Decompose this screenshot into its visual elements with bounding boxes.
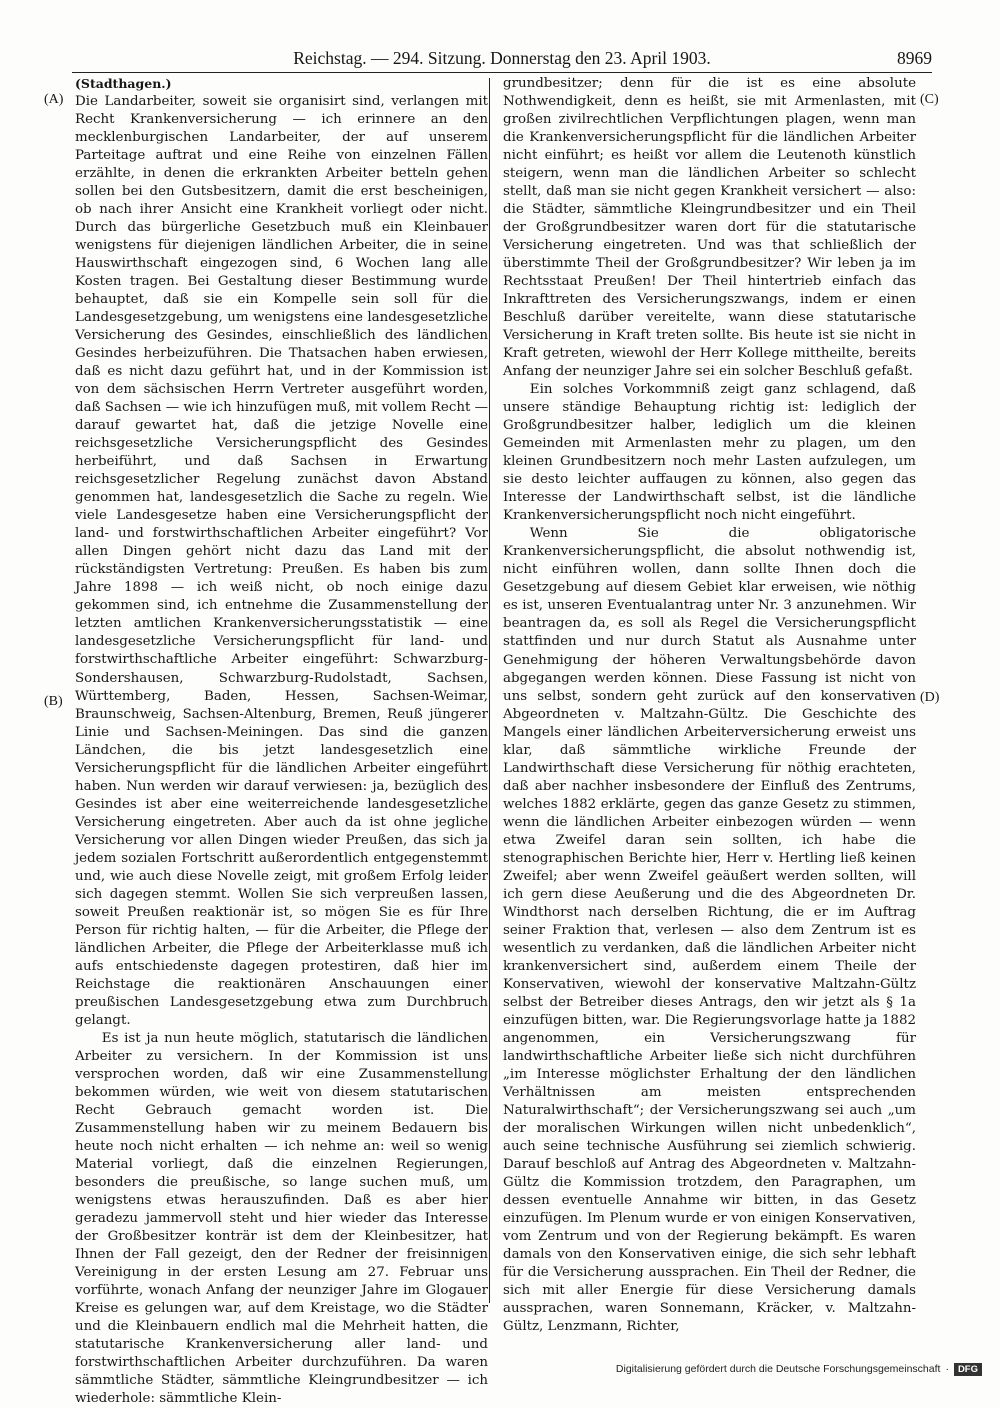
page-number: 8969 [897, 48, 932, 68]
column-divider [489, 78, 490, 1303]
margin-marker-a: (A) [44, 92, 64, 107]
paragraph: Wenn Sie die obligatorische Krankenversicherungspflicht, die absolut nothwendig ist, nicht einführen wollen, dann sollte Ihnen doch die Gesetzgebung auf diesem Gebiet klar erweisen, wie nöthig es ist, unseren Eventualantrag unter Nr. 3 anzunehmen. Wir beantragen da, es soll als Regel die Versicherungspflicht stattfinden und nur durch Statut als Ausnahme unter Genehmigung der höheren Verwaltungsbehörde davon abgegangen werden können. Diese Fassung ist nicht von uns selbst, sondern geht zurück auf den konservativen Abgeordneten v. Maltzahn-Gültz. Die Geschichte des Mangels einer ländlichen Arbeiterversicherung erweist uns klar, daß sämmtliche wirkliche Freunde der Landwirthschaft diese Versicherung für nöthig erachteten, daß aber nachher insbesondere der Einfluß des Zentrums, welches 1882 erklärte, gegen das ganze Gesetz zu stimmen, wenn die ländlichen Arbeiter einbezogen würden — wenn etwa Zweifel daran sein sollten, ich habe die stenographischen Berichte hier, Herr v. Hertling ließ keinen Zweifel; aber wenn Zweifel geäußert werden sollten, will ich gern diese Aeußerung und die des Abgeordneten Dr. Windthorst nach derselben Richtung, die er im Auftrag seiner Fraktion that, verlesen — also dem Zentrum ist es wesentlich zu verdanken, daß die ländlichen Arbeiter nicht krankenversichert sind, außerdem einem Theile der Konservativen, wiewohl der konservative Maltzahn-Gültz selbst der Betreiber dieses Antrags, den wir jetzt als § 1a einzufügen bitten, war. Die Regierungsvorlage hatte ja 1882 angenommen, ein Versicherungszwang für landwirthschaftliche Arbeiter ließe sich nicht durchführen „im Interesse möglichster Erhaltung der den ländlichen Verhältnissen am meisten entsprechenden Naturalwirthschaft“; der Versicherungszwang sei auch „um der moralischen Wirkungen willen nicht unbedenklich“, auch seine technische Ausführung sei ziemlich schwierig. Darauf beschloß auf Antrag des Abgeordneten v. Maltzahn-Gültz die Kommission trotzdem, den Paragraphen, um dessen eventuelle Annahme wir bitten, in das Gesetz einzufügen. Im Plenum wurde er von einigen Konservativen, vom Zentrum und von der Regierung bekämpft. Es waren damals von den Konservativen einige, die sich sehr lebhaft für die Versicherung aussprachen. Ein Theil der Redner, die sich mit aller Energie für diese Versicherung damals aussprachen, waren Sonnemann, Kräcker, v. Maltzahn-Gültz, Lenzmann, Richter, [503, 526, 916, 1335]
left-column [75, 75, 488, 1407]
margin-marker-c: (C) [920, 92, 939, 107]
footer-credit: Digitalisierung gefördert durch die Deutsche Forschungsgemeinschaft [615, 1363, 941, 1375]
margin-marker-d: (D) [920, 690, 940, 705]
dfg-logo-icon: DFG [954, 1363, 982, 1376]
speaker-name: (Stadthagen.) [75, 76, 172, 91]
paragraph: Die Landarbeiter, soweit sie organisirt sind, verlangen mit Recht Krankenversicherung — ich erinnere an den mecklenburgischen Landarbeiter, der auf unserem Parteitage auftrat und eine Reihe von einzelnen Fällen erzählte, in denen die erkrankten Arbeiter betteln gehen sollen bei den Gutsbesitzern, damit die erst bescheinigen, ob nach ihrer Ansicht eine Krankheit vorliegt oder nicht. Durch das bürgerliche Gesetzbuch muß ein Kleinbauer wenigstens für diejenigen ländlichen Arbeiter, die in seine Hauswirthschaft eingezogen sind, 6 Wochen lang alle Kosten tragen. Bei Gestaltung dieser Bestimmung wurde behauptet, daß sie ein Kompelle sein soll für die Landesgesetzgebung, um wenigstens eine landesgesetzliche Versicherung des Gesindes, einschließlich des ländlichen Gesindes herbeizuführen. Die Thatsachen haben erwiesen, daß es nicht dazu geführt hat, und in der Kommission ist von dem sächsischen Herrn Vertreter ausgeführt worden, daß Sachsen — wie ich hinzufügen muß, mit vollem Recht — darauf gewartet hat, daß die jetzige Novelle eine reichsgesetzliche Versicherungspflicht des Gesindes herbeiführt, und daß Sachsen in Erwartung reichsgesetzlicher Regelung zunächst davon Abstand genommen hat, landesgesetzlich die Sache zu regeln. Wie viele Landesgesetze haben eine Versicherungspflicht der land- und forstwirthschaftlichen Arbeiter eingeführt? Vor allen Dingen gehört nicht dazu das Land mit der rückständigsten Vertretung: Preußen. Es haben bis zum Jahre 1898 — ich weiß nicht, ob noch einige dazu gekommen sind, ich entnehme die Zusammenstellung der letzten amtlichen Krankenversicherungsstatistik — eine landesgesetzliche Versicherungspflicht für land- und forstwirthschaftliche Arbeiter eingeführt: Schwarzburg-Sondershausen, Schwarzburg-Rudolstadt, Sachsen, Württemberg, Baden, Hessen, Sachsen-Weimar, Braunschweig, Sachsen-Altenburg, Bremen, Reuß jüngerer Linie und Sachsen-Meiningen. Das sind die ganzen Ländchen, die bis jetzt landesgesetzlich eine Versicherungspflicht für die ländlichen Arbeiter eingeführt haben. Nun werden wir darauf verwiesen: ja, bezüglich des Gesindes ist aber eine weiterreichende landesgesetzliche Versicherung eingetreten. Aber auch da ist ohne jegliche Versicherung vor allen Dingen wieder Preußen, das sich ja jedem sozialen Fortschritt außerordentlich entgegenstemmt und, wie auch diese Novelle zeigt, mit großem Erfolg leider sich dagegen stemmt. Wollen Sie sich verpreußen lassen, soweit Preußen reaktionär ist, so mögen Sie es für Ihre Person für richtig halten, — für die Arbeiter, die Pflege der ländlichen Arbeiter, die Pflege der Arbeiterklasse muß ich aufs entschiedenste dagegen protestiren, daß hier im Reichstage die reaktionären Anschauungen einer preußischen Landesgesetzgebung etwa zum Durchbruch gelangt. [75, 94, 488, 1028]
paragraph: grundbesitzer; denn für die ist es eine absolute Nothwendigkeit, denn es heißt, sie mit Armenlasten, mit großen zivilrechtlichen Verpflichtungen plagen, wenn man die Krankenversicherungspflicht für die ländlichen Arbeiter nicht einführt; es heißt vor allem die Leutenoth künstlich steigern, wenn man die ländlichen Arbeiter so schlecht stellt, daß man sie nicht gegen Krankheit versichert — also: die Städter, sämmtliche Kleingrundbesitzer und ein Theil der Großgrundbesitzer waren dort für die statutarische Versicherung eingetreten. Und was that schließlich der überstimmte Theil der Großgrundbesitzer? Wir leben ja im Rechtsstaat Preußen! Der Theil hintertrieb einfach das Inkrafttreten des Versicherungszwangs, indem er einen Beschluß darüber vereitelte, wann diese statutarische Versicherung in Kraft treten sollte. Bis heute ist sie nicht in Kraft getreten, wiewohl der Herr Kollege mittheilte, bereits Anfang der neunziger Jahre sei ein solcher Beschluß gefaßt. [503, 76, 916, 380]
right-column [503, 75, 916, 1335]
paragraph: Es ist ja nun heute möglich, statutarisch die ländlichen Arbeiter zu versichern. In der Kommission ist uns versprochen worden, daß wir eine Zusammenstellung bekommen würden, wie weit von diesem statutarischen Recht Gebrauch gemacht worden ist. Die Zusammenstellung haben wir zu meinem Bedauern bis heute noch nicht erhalten — ich nehme an: weil so wenig Material vorliegt, daß die einzelnen Regierungen, besonders die preußische, so lange suchen muß, um wenigstens etwas herauszufinden. Daß es aber hier geradezu jammervoll steht und hier wieder das Interesse der Großbesitzer konträr ist dem der Kleinbesitzer, hat Ihnen der Fall gezeigt, den der Redner der freisinnigen Vereinigung in der ersten Lesung am 27. Februar uns vorführte, wonach Anfang der neunziger Jahre im Glogauer Kreise es gelungen war, auf dem Kreistage, wo die Städter und die Kleinbauern endlich mal die Mehrheit hatten, die statutarische Krankenversicherung aller land- und forstwirthschaftlichen Arbeiter durchzuführen. Da waren sämmtliche Städter, sämmtliche Kleingrundbesitzer — ich wiederhole: sämmtliche Klein- [75, 1030, 488, 1407]
footer: Digitalisierung gefördert durch die Deutsche Forschungsgemeinschaft · DFG [616, 1361, 982, 1377]
page-header [72, 44, 932, 72]
header-rule [72, 72, 932, 73]
paragraph: Ein solches Vorkommniß zeigt ganz schlagend, daß unsere ständige Behauptung richtig ist: lediglich der Großgrundbesitzer halber, lediglich um die kleinen Gemeinden mit Armenlasten mehr zu plagen, um den kleinen Grundbesitzern noch mehr Lasten aufzulegen, um sie desto leichter auffaugen zu können, also gegen das Interesse der Landwirthschaft selbst, ist die ländliche Krankenversicherungspflicht noch nicht eingeführt. [503, 382, 916, 524]
header-title: Reichstag. — 294. Sitzung. Donnerstag den 23. April 1903. [293, 48, 711, 68]
margin-marker-b: (B) [44, 694, 63, 709]
